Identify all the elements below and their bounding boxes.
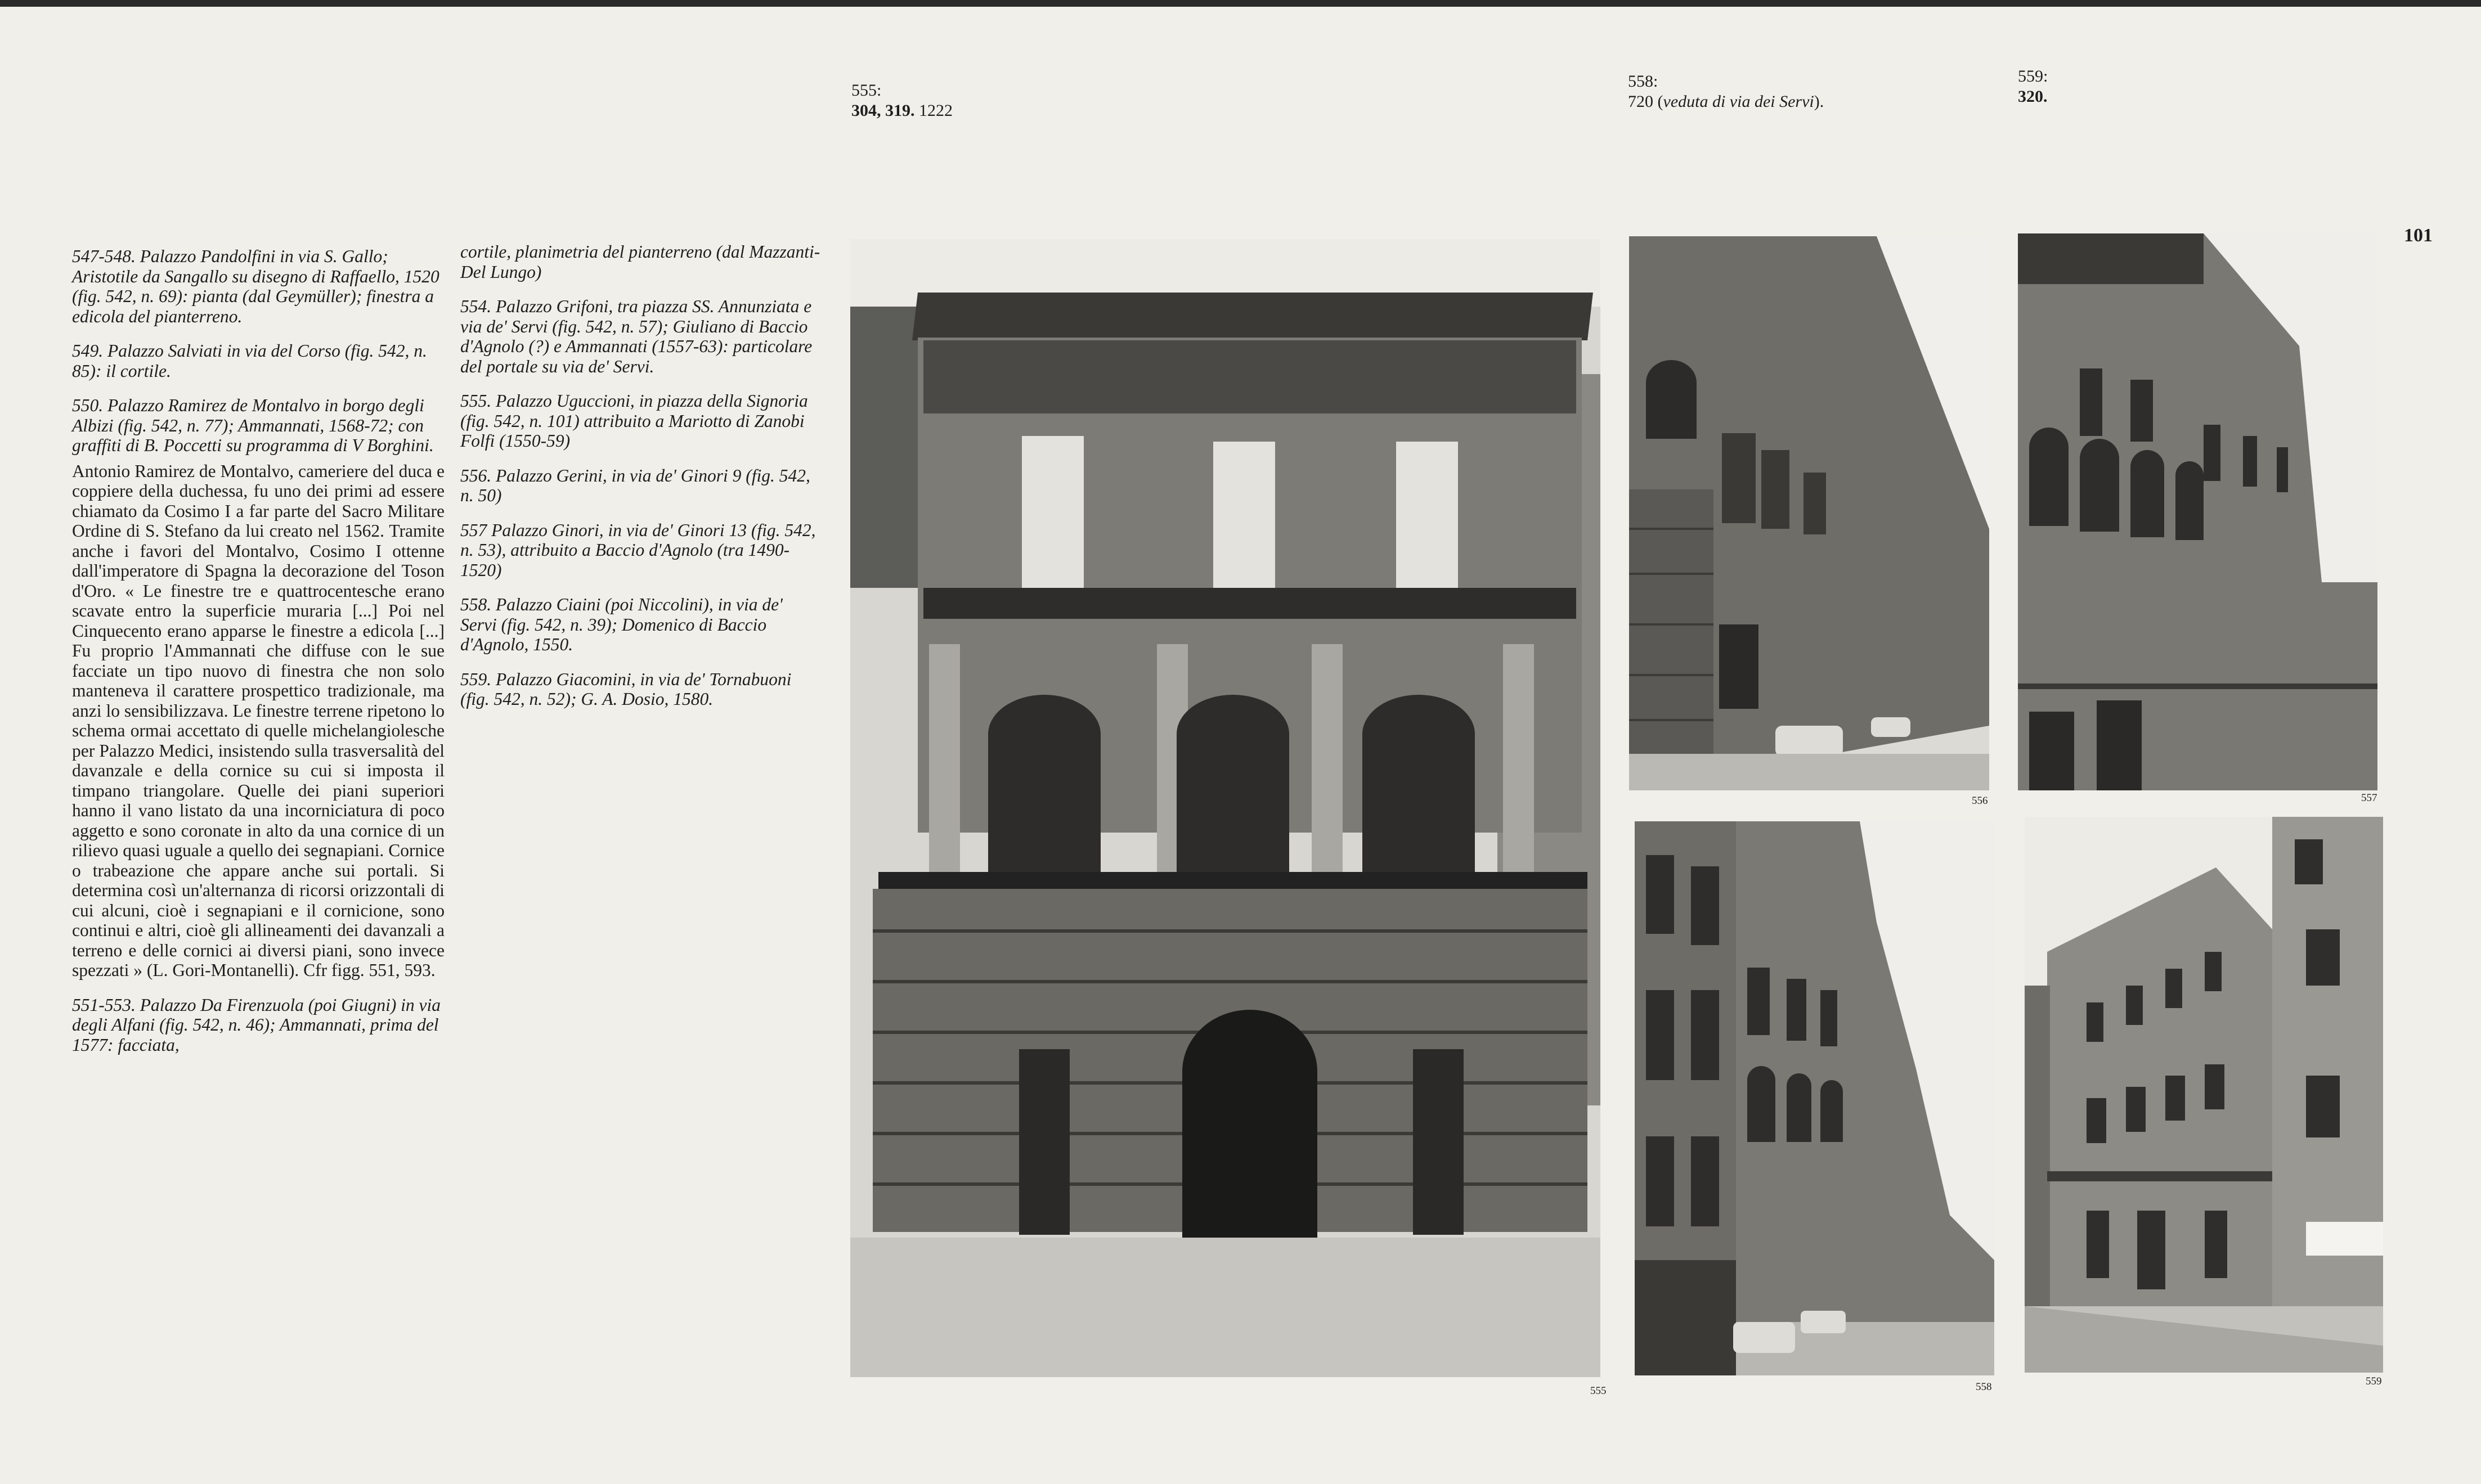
photo-palazzo-gerini [1629, 236, 1989, 790]
caption-551-553-cont: cortile, planimetria del pianterreno (dal Mazzanti-Del Lungo) [460, 242, 820, 282]
caption-551-553: 551-553. Palazzo Da Firenzuola (poi Giugni) in via degli Alfani (fig. 542, n. 46); Ammannati, prima del 1577: facciata, [72, 995, 441, 1055]
photo-palazzo-giacomini [2025, 817, 2383, 1373]
figure-number-557: 557 [2361, 792, 2377, 804]
header-ref-555-line2: 304, 319. 1222 [851, 101, 953, 120]
header-ref-559-line1: 559: [2018, 67, 2048, 86]
photo-palazzo-ciaini [1635, 821, 1994, 1375]
header-ref-558 [1628, 71, 1824, 112]
photo-palazzo-ginori [2018, 233, 2377, 790]
caption-547-548: 547-548. Palazzo Pandolfini in via S. Gallo; Aristotile da Sangallo su disegno di Raffaello, 1520 (fig. 542, n. 69): pianta (dal Geymüller); finestra a edicola del pianterreno. [72, 246, 439, 326]
page-number: 101 [2404, 225, 2433, 246]
text-column-2 [460, 242, 820, 724]
figure-number-559: 559 [2366, 1375, 2382, 1387]
figure-number-555: 555 [1590, 1385, 1607, 1397]
caption-549: 549. Palazzo Salviati in via del Corso (fig. 542, n. 85): il cortile. [72, 341, 427, 381]
header-ref-558-line2: 720 (veduta di via dei Servi). [1628, 92, 1824, 111]
caption-558: 558. Palazzo Ciaini (poi Niccolini), in via de' Servi (fig. 542, n. 39); Domenico di Baccio d'Agnolo, 1550. [460, 595, 783, 654]
caption-557: 557 Palazzo Ginori, in via de' Ginori 13 (fig. 542, n. 53), attribuito a Baccio d'Agnolo (tra 1490-1520) [460, 520, 816, 580]
header-ref-559 [2018, 66, 2048, 107]
figure-number-558: 558 [1976, 1381, 1992, 1393]
caption-554: 554. Palazzo Grifoni, tra piazza SS. Annunziata e via de' Servi (fig. 542, n. 57); Giuliano di Baccio d'Agnolo (?) e Ammannati (1557-63): particolare del portale su via de' Servi. [460, 296, 813, 376]
caption-550: 550. Palazzo Ramirez de Montalvo in borgo degli Albizi (fig. 542, n. 77); Ammannati, 1568-72; con graffiti di B. Poccetti su programma di V Borghini. [72, 395, 434, 455]
text-column-1 [72, 246, 445, 1069]
caption-555: 555. Palazzo Uguccioni, in piazza della Signoria (fig. 542, n. 101) attribuito a Mariotto di Zanobi Folfi (1550-59) [460, 391, 808, 451]
caption-556: 556. Palazzo Gerini, in via de' Ginori 9 (fig. 542, n. 50) [460, 465, 810, 505]
body-text-550: Antonio Ramirez de Montalvo, cameriere del duca e coppiere della duchessa, fu uno dei primi ad essere chiamato da Cosimo I a far parte del Sacro Militare Ordine di S. Stefano da lui creato nel 1562. Tramite anche i favori del Montalvo, Cosimo I ottenne dall'imperatore di Spagna la decorazione del Toson d'Oro. « Le finestre tre e quattrocentesche erano scavate entro la superficie muraria [...] Poi nel Cinquecento erano apparse le finestre a edicola [...] Fu proprio l'Ammannati che diffuse con le sue facciate un tipo nuovo di finestra che non solo manteneva il carattere prospettico tradizionale, ma anzi lo sensibilizzava. Le finestre terrene ripetono lo schema ormai accettato di quelle michelangiolesche per Palazzo Medici, insistendo sulla trasversalità del davanzale e della cornice su cui si imposta il timpano triangolare. Quelle dei piani superiori hanno il vano listato da una incorniciatura di poco aggetto e sono coronate in alto da una cornice di un rilievo quasi uguale a quello dei segnapiani. Cornice o trabeazione che appare anche sui portali. Si determina così un'alternanza di ricorsi orizzontali di cui alcuni, cioè i segnapiani e il cornicione, sono continui e altri, cioè gli allineamenti dei davanzali a terreno e delle cornici ai diversi piani, sono invece spezzati » (L. Gori-Montanelli). Cfr figg. 551, 593. [72, 461, 445, 980]
caption-559: 559. Palazzo Giacomini, in via de' Tornabuoni (fig. 542, n. 52); G. A. Dosio, 1580. [460, 669, 792, 709]
header-ref-558-line1: 558: [1628, 72, 1658, 91]
page-top-edge [0, 0, 2481, 7]
header-ref-555-line1: 555: [851, 81, 882, 100]
header-ref-559-line2: 320. [2018, 87, 2048, 106]
photo-palazzo-uguccioni [850, 239, 1600, 1377]
figure-number-556: 556 [1972, 795, 1988, 807]
header-ref-555 [851, 80, 953, 121]
